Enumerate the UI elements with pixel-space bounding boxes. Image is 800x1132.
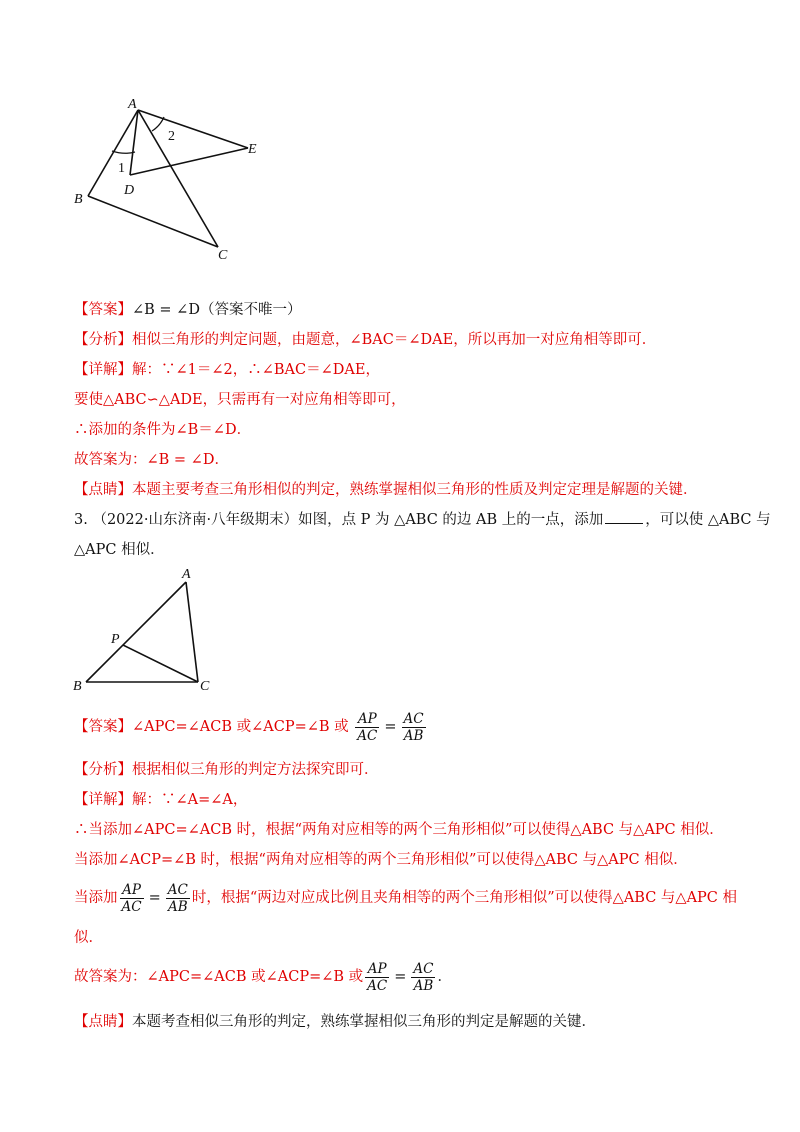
- q3-stem-line-2: △APC 相似．: [74, 542, 165, 558]
- label-b: B: [73, 679, 82, 694]
- segment-ac: [186, 582, 198, 682]
- q2-detail-1: 解：∵∠1＝∠2，∴∠BAC＝∠DAE，: [132, 362, 380, 378]
- label-angle-2: 2: [168, 129, 175, 144]
- label-b: B: [74, 192, 83, 207]
- fraction-ac-ab: [402, 711, 426, 744]
- q3-detail-6b: ．: [437, 969, 452, 985]
- q3-detail-4a: 当添加: [74, 890, 118, 906]
- fraction-ap-ac: [365, 961, 389, 994]
- equals-sign: =: [394, 969, 407, 985]
- label-p: P: [111, 632, 120, 647]
- q3-answer-text: ∠APC=∠ACB 或∠ACP=∠B 或: [132, 719, 349, 735]
- answer-tag: 【答案】: [74, 302, 132, 318]
- q3-detail-6a: 故答案为：∠APC=∠ACB 或∠ACP=∠B 或: [74, 969, 364, 985]
- denominator: AC: [367, 977, 388, 994]
- q2-detail-line-3: ∴添加的条件为∠B＝∠D．: [74, 422, 252, 438]
- numerator: AP: [355, 711, 379, 728]
- denominator: AC: [357, 727, 378, 744]
- denominator: AB: [167, 898, 188, 915]
- label-c: C: [218, 248, 228, 263]
- q2-comment: 本题主要考查三角形相似的判定，熟练掌握相似三角形的性质及判定定理是解题的关键．: [132, 482, 698, 498]
- equals-sign: =: [148, 890, 161, 906]
- q3-detail-1: 解：∵∠A=∠A，: [132, 792, 248, 808]
- fraction-ap-ac: [355, 711, 379, 744]
- label-c: C: [200, 679, 210, 694]
- q3-detail-line-6: [74, 958, 740, 996]
- q3-answer-line: [74, 708, 740, 746]
- analysis-tag: 【分析】: [74, 762, 132, 778]
- detail-tag: 【详解】: [74, 792, 132, 808]
- q3-comment-line: [74, 1012, 740, 1032]
- fraction-ap-ac: [120, 882, 144, 915]
- analysis-tag: 【分析】: [74, 332, 132, 348]
- q2-answer: ∠B = ∠D（答案不唯一）: [132, 302, 302, 318]
- q3-comment: 本题考查相似三角形的判定，熟练掌握相似三角形的判定是解题的关键．: [132, 1014, 596, 1030]
- q3-analysis-line: [74, 760, 740, 780]
- label-e: E: [248, 142, 257, 157]
- denominator: AB: [413, 977, 434, 994]
- label-a: A: [128, 97, 137, 112]
- fraction-ac-ab: [166, 882, 190, 915]
- q3-detail-line-4: [74, 878, 740, 918]
- equals-sign: =: [384, 719, 397, 735]
- comment-tag: 【点睛】: [74, 1014, 132, 1030]
- q3-detail-line-2: ∴当添加∠APC=∠ACB 时，根据“两角对应相等的两个三角形相似”可以使得△ABC 与△APC 相似．: [74, 822, 724, 838]
- q3-detail-line-5: 似．: [74, 930, 103, 946]
- q3-source: （2022·山东济南·八年级期末）: [92, 512, 299, 528]
- q2-detail-line-4: 故答案为：∠B = ∠D．: [74, 452, 229, 468]
- q3-detail-line-1: [74, 790, 740, 810]
- numerator: AP: [120, 882, 144, 899]
- label-d: D: [124, 183, 135, 198]
- q3-detail-line-3: 当添加∠ACP=∠B 时，根据“两角对应相等的两个三角形相似”可以使得△ABC 与△APC 相似．: [74, 852, 688, 868]
- q3-stem-a: 如图，点 P 为 △ABC 的边 AB 上的一点，添加: [298, 512, 604, 528]
- q3-analysis: 根据相似三角形的判定方法探究即可．: [132, 762, 379, 778]
- comment-tag: 【点睛】: [74, 482, 132, 498]
- label-angle-1: 1: [118, 161, 125, 176]
- numerator: AC: [403, 710, 424, 727]
- q3-stem-b: ，可以使 △ABC 与: [645, 512, 771, 528]
- q2-analysis: 相似三角形的判定问题，由题意，∠BAC＝∠DAE，所以再加一对应角相等即可．: [132, 332, 657, 348]
- q3-number: 3.: [74, 512, 88, 528]
- answer-tag: 【答案】: [74, 719, 132, 735]
- numerator: AC: [167, 881, 188, 898]
- fraction-ac-ab: [411, 961, 435, 994]
- detail-tag: 【详解】: [74, 362, 132, 378]
- denominator: AC: [121, 898, 142, 915]
- segment-pc: [123, 645, 198, 682]
- label-a: A: [182, 567, 191, 582]
- numerator: AP: [365, 961, 389, 978]
- segment-ab: [86, 582, 186, 682]
- numerator: AC: [413, 960, 434, 977]
- denominator: AB: [403, 727, 424, 744]
- q3-detail-4b: 时，根据“两边对应成比例且夹角相等的两个三角形相似”可以使得△ABC 与△APC 相: [191, 890, 737, 906]
- q2-detail-line-2: 要使△ABC∽△ADE，只需再有一对应角相等即可，: [74, 392, 406, 408]
